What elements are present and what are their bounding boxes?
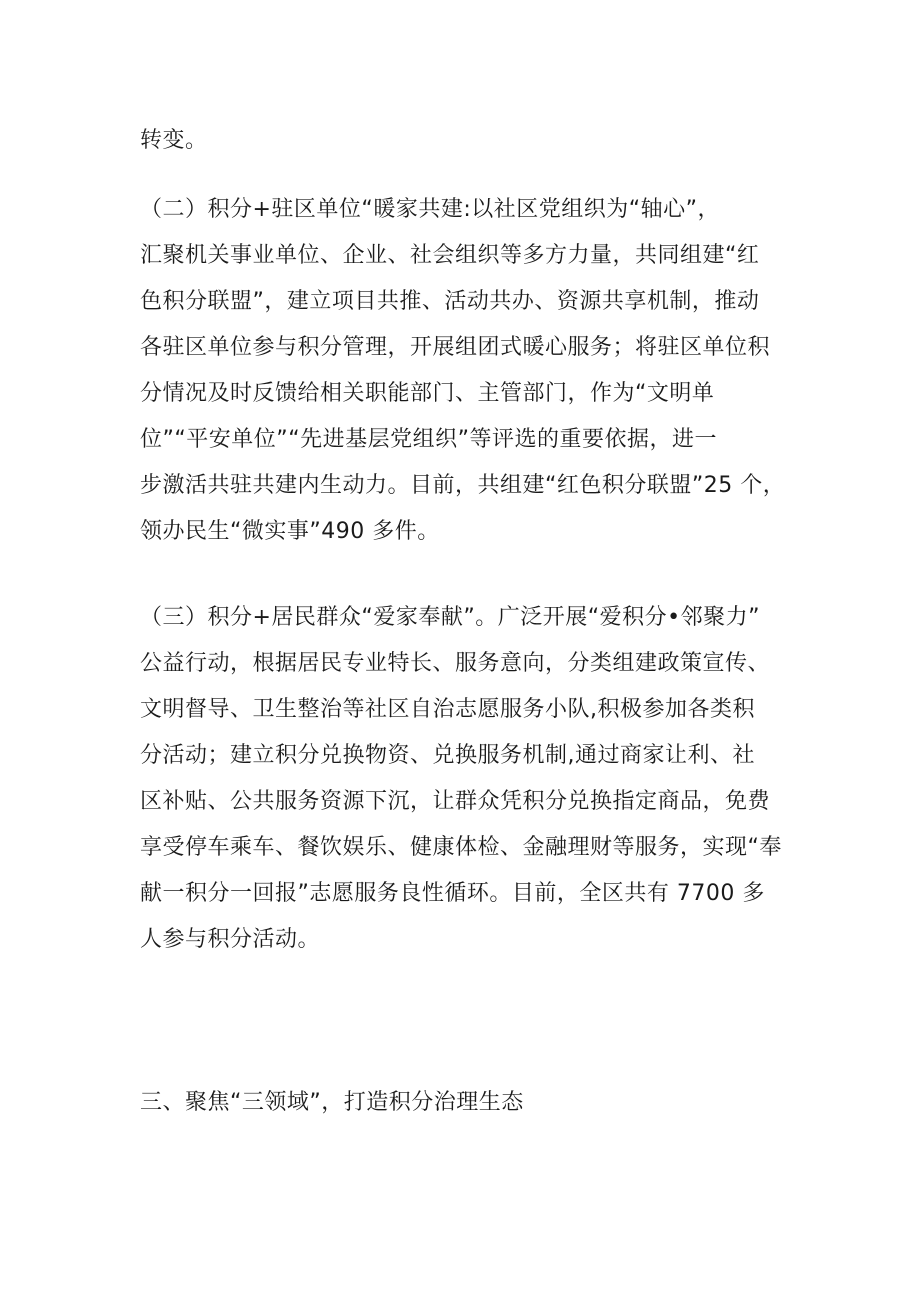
section-heading-text: 三、聚焦“三领域”，打造积分治理生态 [140, 1090, 524, 1115]
text-line: （三）积分+居民群众“爱家奉献”。广泛开展“爱积分•邻聚力” [140, 605, 761, 630]
text-line: 分情况及时反馈给相关职能部门、主管部门，作为“文明单 [140, 381, 715, 406]
section-heading [140, 1080, 800, 1126]
text-line: 公益行动，根据居民专业特长、服务意向，分类组建政策宣传、 [140, 651, 771, 676]
text-line: 区补贴、公共服务资源下沉，让群众凭积分兑换指定商品，免费 [140, 789, 771, 814]
text-line: （二）积分+驻区单位“暖家共建:以社区党组织为“轴心”， [140, 197, 721, 222]
text-line: 各驻区单位参与积分管理，开展组团式暖心服务；将驻区单位积 [140, 335, 771, 360]
text-line: 步激活共驻共建内生动力。目前，共组建“红色积分联盟”25 个， [140, 473, 786, 498]
text-line: 汇聚机关事业单位、企业、社会组织等多方力量，共同组建“红 [140, 243, 760, 268]
text-line: 位”“平安单位”“先进基层党组织”等评选的重要依据，进一 [140, 427, 717, 452]
intro-paragraph [140, 118, 800, 164]
text-line: 文明督导、卫生整治等社区自治志愿服务小队,积极参加各类积 [140, 697, 755, 722]
text-line: 献一积分一回报”志愿服务良性循环。目前，全区共有 7700 多 [140, 881, 765, 906]
text-line: 领办民生“微实事”490 多件。 [140, 519, 440, 544]
text-line: 色积分联盟”，建立项目共推、活动共办、资源共享机制，推动 [140, 289, 760, 314]
text-line: 转变。 [140, 128, 208, 153]
paragraph-resident-units [140, 187, 800, 555]
text-line: 享受停车乘车、餐饮娱乐、健康体检、金融理财等服务，实现“奉 [140, 835, 782, 860]
text-line: 分活动；建立积分兑换物资、兑换服务机制,通过商家让利、社 [140, 743, 755, 768]
text-line: 人参与积分活动。 [140, 927, 321, 952]
paragraph-residents [140, 595, 800, 963]
